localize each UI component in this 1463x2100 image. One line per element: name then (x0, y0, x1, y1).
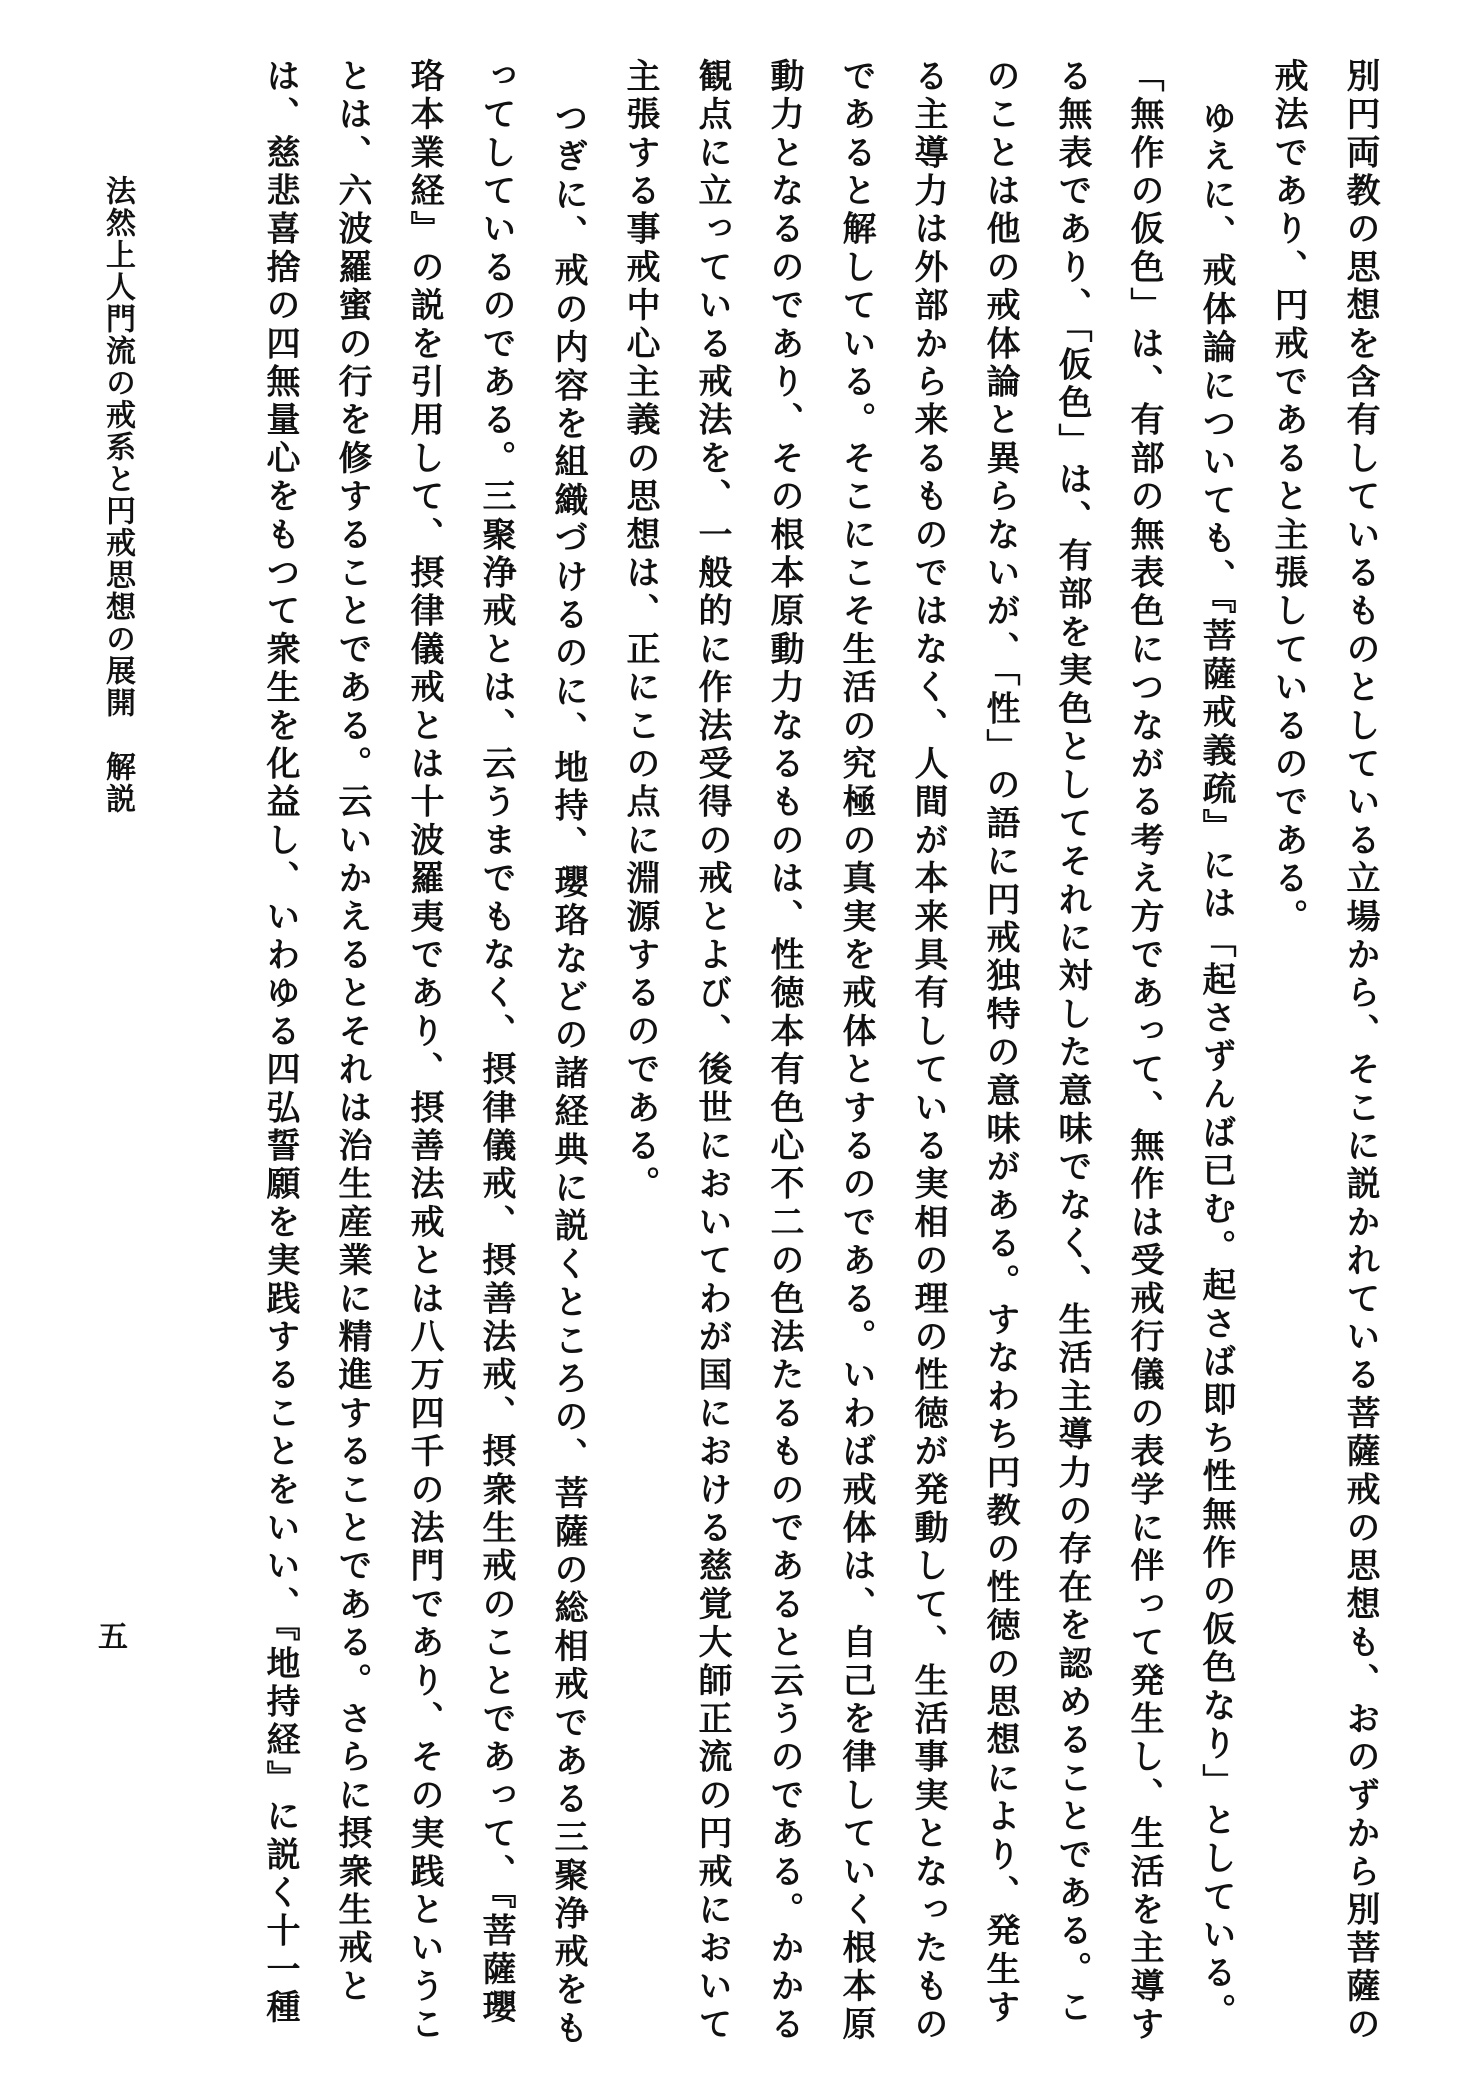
text-column: のことは他の戒体論と異らないが、「性」の語に円戒独特の意味がある。すなわち円教の性徳の思想により、発生す (980, 58, 1020, 2028)
text-column: る無表であり、「仮色」は、有部を実色としてそれに対した意味でなく、生活主導力の存在を認めることである。こ (1052, 58, 1092, 2028)
text-column: つぎに、戒の内容を組織づけるのに、地持、瓔珞などの諸経典に説くところの、菩薩の総相戒である三聚浄戒をも (548, 100, 588, 2049)
running-title: 法然上人門流の戒系と円戒思想の展開 解説 (100, 175, 135, 815)
text-column: 主張する事戒中心主義の思想は、正にこの点に淵源するのである。 (620, 58, 660, 1204)
text-column: は、慈悲喜捨の四無量心をもつて衆生を化益し、いわゆる四弘誓願を実践することをいい、『地持経』に説く十一種 (260, 58, 300, 2028)
text-column: とは、六波羅蜜の行を修することである。云いかえるとそれは治生産業に精進することである。さらに摂衆生戒と (332, 58, 372, 2007)
text-column: 別円両教の思想を含有しているものとしている立場から、そこに説かれている菩薩戒の思想も、おのずから別菩薩の (1340, 58, 1380, 2045)
page-number: 五 (98, 1620, 128, 1655)
text-column: であると解している。そこにこそ生活の究極の真実を戒体とするのである。いわば戒体は、自己を律していく根本原 (836, 58, 876, 2045)
text-column: 戒法であり、円戒であると主張しているのである。 (1268, 58, 1308, 937)
text-column: る主導力は外部から来るものではなく、人間が本来具有している実相の理の性徳が発動して、生活事実となったもの (908, 58, 948, 2045)
text-column: ゆえに、戒体論についても、『菩薩戒義疏』には「起さずんば已む。起さば即ち性無作の仮色なり」としている。 (1196, 100, 1236, 2032)
text-column: 動力となるのであり、その根本原動力なるものは、性徳本有色心不二の色法たるものであると云うのである。かかる (764, 58, 804, 2045)
text-column: 「無作の仮色」は、有部の無表色につながる考え方であって、無作は受戒行儀の表学に伴って発生し、生活を主導す (1124, 58, 1164, 2045)
text-column: 観点に立っている戒法を、一般的に作法受得の戒とよび、後世においてわが国における慈覚大師正流の円戒において (692, 58, 732, 2045)
text-column: 珞本業経』の説を引用して、摂律儀戒とは十波羅夷であり、摂善法戒とは八万四千の法門であり、その実践というこ (404, 58, 444, 2045)
text-column: ってしているのである。三聚浄戒とは、云うまでもなく、摂律儀戒、摂善法戒、摂衆生戒のことであって、『菩薩瓔 (476, 58, 516, 2028)
